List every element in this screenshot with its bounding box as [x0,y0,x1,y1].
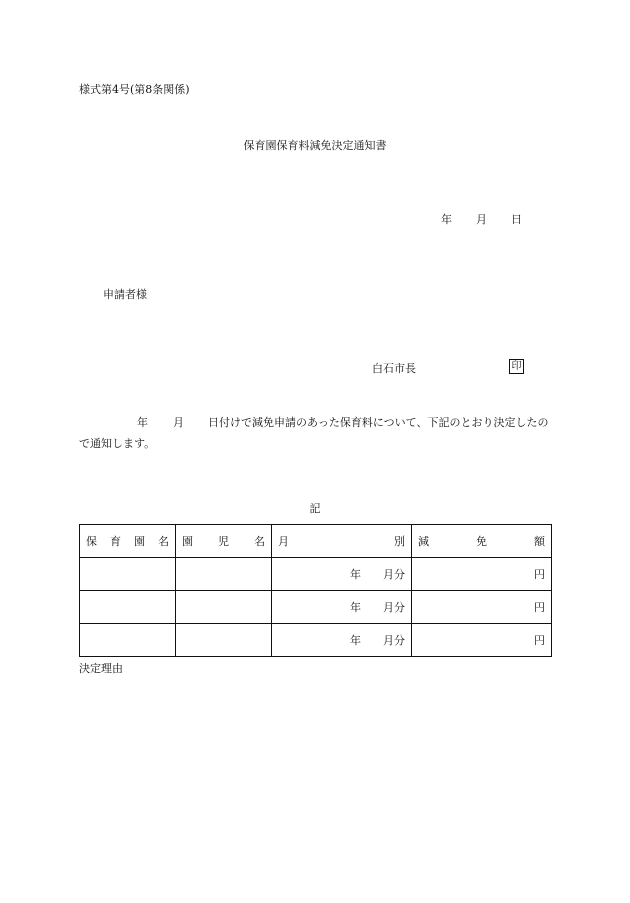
header-nursery-name [80,525,176,558]
record-table [79,524,552,657]
row-month: 月分 [383,634,405,647]
child-cell[interactable] [176,558,272,591]
table-row [80,558,552,591]
row-year: 年 [350,601,361,614]
row-year: 年 [350,568,361,581]
body-paragraph [79,412,555,454]
header-char: 園 [134,535,145,548]
row-month: 月分 [383,601,405,614]
body-year: 年 [137,416,148,429]
month-cell[interactable] [272,591,412,624]
row-month: 月分 [383,568,405,581]
header-char: 名 [158,535,169,548]
header-char: 別 [394,535,405,548]
header-char: 月 [278,535,289,548]
table-row [80,624,552,657]
header-char: 児 [218,535,229,548]
date-day: 日 [511,213,522,226]
header-char: 減 [418,535,429,548]
addressee: 申請者様 [103,288,147,301]
nursery-cell[interactable] [80,591,176,624]
page-title: 保育園保育料減免決定通知書 [243,139,387,152]
reason-label: 決定理由 [79,662,123,675]
body-text: 日付けで減免申請のあった保育料について、下記のとおり決定したので通知します。 [79,416,549,450]
header-char: 名 [254,535,265,548]
header-char: 保 [86,535,97,548]
amount-cell[interactable] [412,558,552,591]
header-char: 額 [534,535,545,548]
table-row [80,591,552,624]
row-yen: 円 [534,601,545,614]
body-month: 月 [173,416,184,429]
row-year: 年 [350,634,361,647]
row-yen: 円 [534,634,545,647]
header-char: 免 [476,535,487,548]
header-child-name [176,525,272,558]
header-month [272,525,412,558]
header-char: 園 [182,535,193,548]
row-yen: 円 [534,568,545,581]
nursery-cell[interactable] [80,624,176,657]
seal-mark: 印 [509,359,524,374]
date-month: 月 [476,213,487,226]
ki-heading: 記 [309,502,321,515]
form-number: 様式第4号(第8条関係) [79,83,190,96]
nursery-cell[interactable] [80,558,176,591]
amount-cell[interactable] [412,591,552,624]
date-year: 年 [441,213,452,226]
header-reduction-amount [412,525,552,558]
amount-cell[interactable] [412,624,552,657]
table-header-row [80,525,552,558]
header-char: 育 [110,535,121,548]
date-line [441,211,522,227]
child-cell[interactable] [176,624,272,657]
issuer: 白石市長 [372,362,416,375]
child-cell[interactable] [176,591,272,624]
month-cell[interactable] [272,558,412,591]
month-cell[interactable] [272,624,412,657]
